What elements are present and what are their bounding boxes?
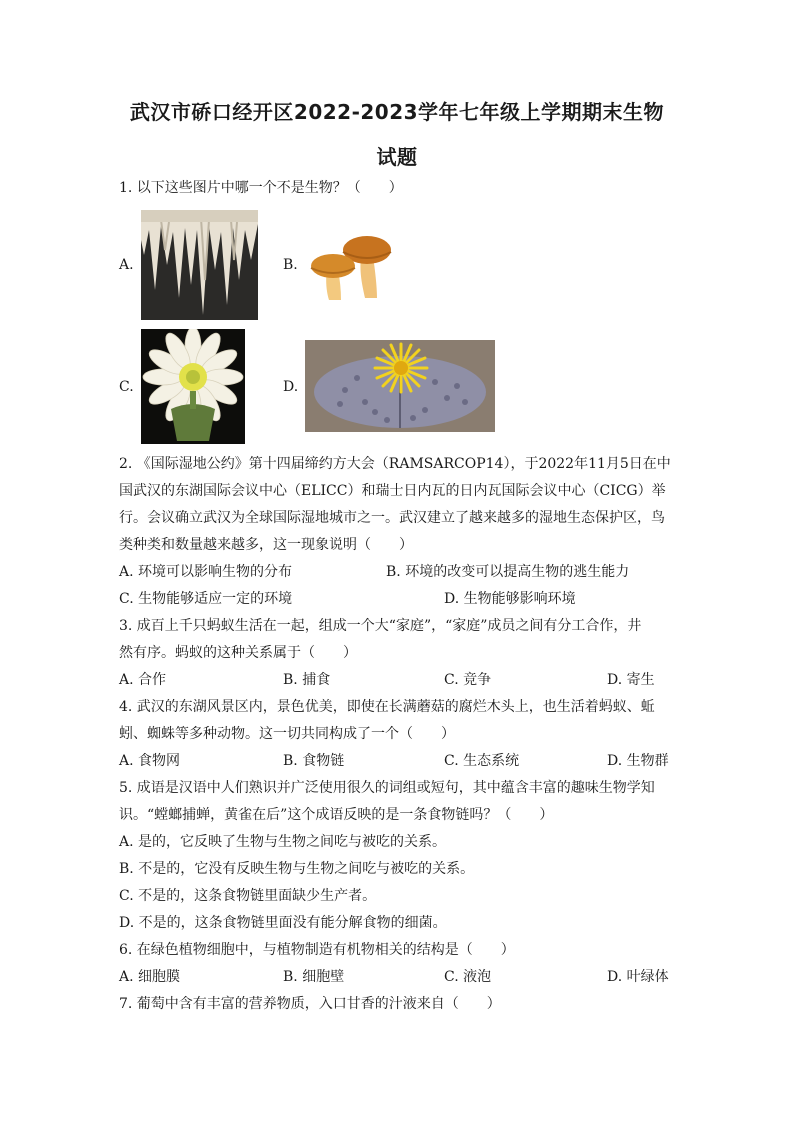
q1-label-a: A. [119, 257, 134, 273]
q5-line-2: 识。“螳螂捕蝉，黄雀在后”这个成语反映的是一条食物链吗？（ ） [119, 807, 554, 823]
q3-option-b: B. 捕食 [283, 672, 331, 688]
lithops-image [305, 340, 495, 432]
q3-option-c: C. 竞争 [444, 672, 492, 688]
q6-line-1: 6. 在绿色植物细胞中，与植物制造有机物相关的结构是（ ） [119, 942, 515, 958]
title-line-1: 武汉市硚口经开区2022-2023学年七年级上学期期末生物 [129, 100, 665, 124]
q4-line-2: 蚓、蜘蛛等多种动物。这一切共同构成了一个（ ） [119, 726, 455, 742]
q1-label-b: B. [283, 257, 298, 273]
q7-line-1: 7. 葡萄中含有丰富的营养物质，入口甘香的汁液来自（ ） [119, 996, 501, 1012]
q2-line-4: 类种类和数量越来越多，这一现象说明（ ） [119, 537, 413, 553]
q4-option-d: D. 生物群 [607, 753, 669, 769]
title-line-2: 试题 [376, 145, 418, 169]
q6-option-c: C. 液泡 [444, 969, 492, 985]
cactus-flower-image [141, 329, 245, 444]
q3-option-d: D. 寄生 [607, 672, 655, 688]
q1-stem: 1. 以下这些图片中哪一个不是生物？（ ） [119, 180, 403, 196]
q1-label-c: C. [119, 379, 134, 395]
q4-line-1: 4. 武汉的东湖风景区内，景色优美，即使在长满蘑菇的腐烂木头上，也生活着蚂蚁、蚯 [119, 699, 655, 715]
q4-option-c: C. 生态系统 [444, 753, 520, 769]
q1-label-d: D. [283, 379, 299, 395]
q2-line-3: 行。会议确立武汉为全球国际湿地城市之一。武汉建立了越来越多的湿地生态保护区，鸟 [119, 510, 665, 526]
q2-option-d: D. 生物能够影响环境 [444, 591, 576, 607]
q2-option-b: B. 环境的改变可以提高生物的逃生能力 [386, 564, 630, 580]
q2-line-2: 国武汉的东湖国际会议中心（ELICC）和瑞士日内瓦的日内瓦国际会议中心（CICG）举 [119, 483, 666, 499]
q3-line-2: 然有序。蚂蚁的这种关系属于（ ） [119, 645, 357, 661]
q6-option-b: B. 细胞壁 [283, 969, 345, 985]
q5-option-a: A. 是的，它反映了生物与生物之间吃与被吃的关系。 [119, 834, 447, 850]
q2-option-a: A. 环境可以影响生物的分布 [119, 564, 293, 580]
q2-option-c: C. 生物能够适应一定的环境 [119, 591, 293, 607]
q4-option-b: B. 食物链 [283, 753, 345, 769]
q3-option-a: A. 合作 [119, 672, 167, 688]
stalactite-image [141, 210, 258, 320]
q5-option-b: B. 不是的，它没有反映生物与生物之间吃与被吃的关系。 [119, 861, 475, 877]
q6-option-a: A. 细胞膜 [119, 969, 181, 985]
mushroom-image [305, 224, 393, 304]
q6-option-d: D. 叶绿体 [607, 969, 669, 985]
q2-line-1: 2. 《国际湿地公约》第十四届缔约方大会（RAMSARCOP14），于2022年11月5日在中 [119, 456, 671, 472]
q5-line-1: 5. 成语是汉语中人们熟识并广泛使用很久的词组或短句，其中蕴含丰富的趣味生物学知 [119, 780, 655, 796]
q3-line-1: 3. 成百上千只蚂蚁生活在一起，组成一个大“家庭”，“家庭”成员之间有分工合作，井 [119, 618, 642, 634]
q5-option-c: C. 不是的，这条食物链里面缺少生产者。 [119, 888, 377, 904]
q5-option-d: D. 不是的，这条食物链里面没有能分解食物的细菌。 [119, 915, 447, 931]
q4-option-a: A. 食物网 [119, 753, 181, 769]
